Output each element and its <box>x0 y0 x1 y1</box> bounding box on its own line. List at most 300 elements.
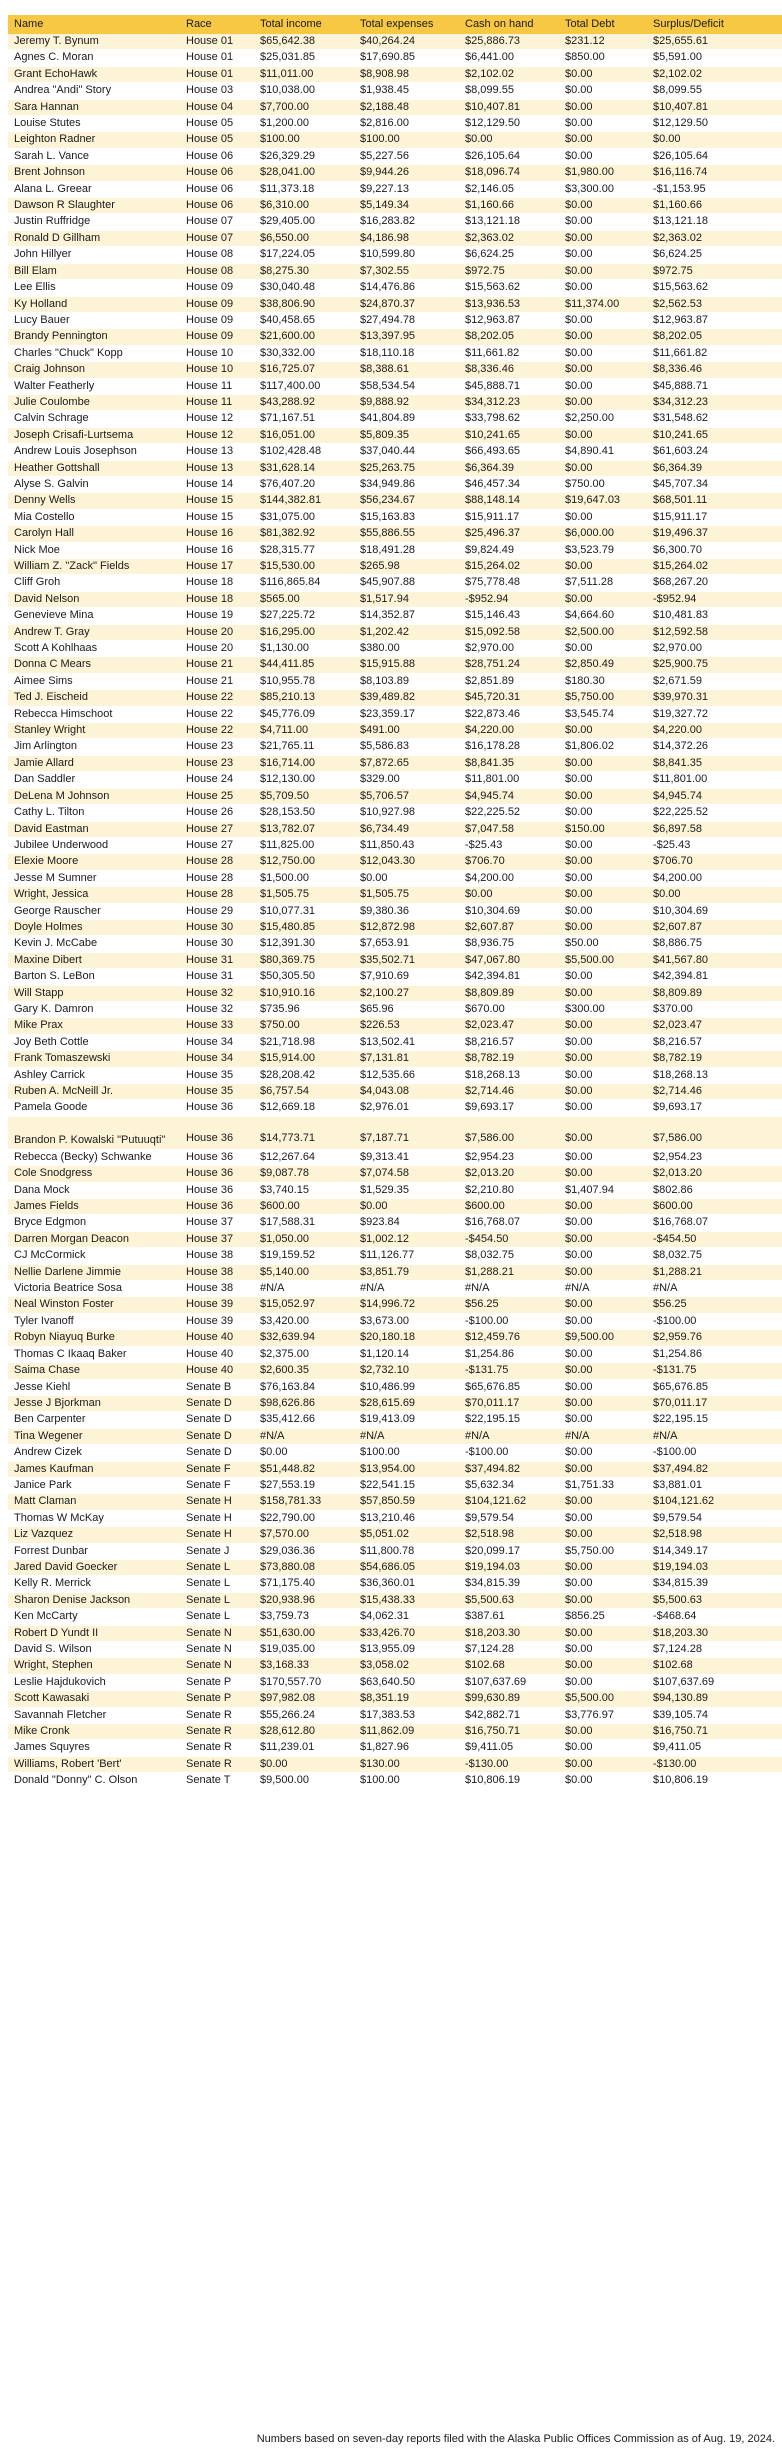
cell-total-income: $1,130.00 <box>254 641 354 657</box>
cell-race: Senate D <box>180 1395 254 1411</box>
cell-total-debt: $180.30 <box>559 673 647 689</box>
cell-total-expenses: $55,886.55 <box>354 526 459 542</box>
cell-cash-on-hand: $22,873.46 <box>459 706 559 722</box>
cell-total-income: $19,159.52 <box>254 1248 354 1264</box>
cell-name: Forrest Dunbar <box>8 1543 180 1559</box>
table-row <box>8 165 782 181</box>
cell-cash-on-hand: $2,013.20 <box>459 1166 559 1182</box>
cell-cash-on-hand: $47,067.80 <box>459 952 559 968</box>
cell-name: Robyn Niayuq Burke <box>8 1330 180 1346</box>
cell-total-debt: $2,500.00 <box>559 624 647 640</box>
cell-total-expenses: $380.00 <box>354 641 459 657</box>
cell-race: House 25 <box>180 788 254 804</box>
cell-cash-on-hand: $2,970.00 <box>459 641 559 657</box>
cell-cash-on-hand: $10,407.81 <box>459 99 559 115</box>
cell-total-income: $16,295.00 <box>254 624 354 640</box>
cell-race: Senate D <box>180 1445 254 1461</box>
table-row <box>8 247 782 263</box>
cell-cash-on-hand: $2,102.02 <box>459 66 559 82</box>
cell-surplus-deficit: $1,288.21 <box>647 1264 782 1280</box>
cell-total-debt: $2,850.49 <box>559 657 647 673</box>
cell-race: House 15 <box>180 509 254 525</box>
cell-cash-on-hand: $34,815.39 <box>459 1576 559 1592</box>
cell-cash-on-hand: $8,099.55 <box>459 83 559 99</box>
table-row <box>8 1691 782 1707</box>
cell-total-expenses: $3,673.00 <box>354 1313 459 1329</box>
cell-total-income: $20,938.96 <box>254 1592 354 1608</box>
cell-total-expenses: $1,938.45 <box>354 83 459 99</box>
cell-total-income: $28,208.42 <box>254 1067 354 1083</box>
cell-total-debt: $0.00 <box>559 755 647 771</box>
cell-race: Senate N <box>180 1642 254 1658</box>
cell-race: House 39 <box>180 1297 254 1313</box>
cell-total-expenses: $15,915.88 <box>354 657 459 673</box>
cell-total-income: $1,500.00 <box>254 870 354 886</box>
cell-name: Jamie Allard <box>8 755 180 771</box>
table-row <box>8 542 782 558</box>
cell-total-income: $12,130.00 <box>254 772 354 788</box>
cell-total-debt: $0.00 <box>559 148 647 164</box>
table-row <box>8 657 782 673</box>
cell-cash-on-hand: $9,824.49 <box>459 542 559 558</box>
table-row <box>8 181 782 197</box>
cell-name: Ted J. Eischeid <box>8 690 180 706</box>
table-row <box>8 1773 782 1789</box>
cell-total-expenses: $2,188.48 <box>354 99 459 115</box>
cell-total-debt: $0.00 <box>559 1346 647 1362</box>
cell-race: House 01 <box>180 34 254 50</box>
cell-cash-on-hand: $7,586.00 <box>459 1116 559 1149</box>
cell-total-expenses: $7,872.65 <box>354 755 459 771</box>
cell-total-debt: $0.00 <box>559 1100 647 1116</box>
cell-name: Genevieve Mina <box>8 608 180 624</box>
cell-total-debt: $0.00 <box>559 870 647 886</box>
table-row <box>8 1034 782 1050</box>
cell-total-debt: $0.00 <box>559 854 647 870</box>
cell-total-expenses: $18,110.18 <box>354 345 459 361</box>
cell-total-debt: $5,750.00 <box>559 1543 647 1559</box>
cell-total-expenses: $15,438.33 <box>354 1592 459 1608</box>
cell-cash-on-hand: $972.75 <box>459 263 559 279</box>
cell-total-expenses: $329.00 <box>354 772 459 788</box>
cell-race: Senate P <box>180 1674 254 1690</box>
cell-cash-on-hand: $18,268.13 <box>459 1067 559 1083</box>
cell-surplus-deficit: $8,202.05 <box>647 329 782 345</box>
cell-name: Cole Snodgress <box>8 1166 180 1182</box>
cell-name: Pamela Goode <box>8 1100 180 1116</box>
cell-name: Ronald D Gillham <box>8 230 180 246</box>
table-row <box>8 936 782 952</box>
cell-cash-on-hand: $28,751.24 <box>459 657 559 673</box>
cell-surplus-deficit: #N/A <box>647 1428 782 1444</box>
cell-total-expenses: $1,529.35 <box>354 1182 459 1198</box>
cell-total-expenses: $13,954.00 <box>354 1461 459 1477</box>
cell-total-debt: $0.00 <box>559 99 647 115</box>
cell-surplus-deficit: $18,203.30 <box>647 1625 782 1641</box>
cell-cash-on-hand: $25,496.37 <box>459 526 559 542</box>
cell-race: House 09 <box>180 312 254 328</box>
cell-surplus-deficit: $18,268.13 <box>647 1067 782 1083</box>
cell-total-debt: $0.00 <box>559 1199 647 1215</box>
cell-race: Senate L <box>180 1609 254 1625</box>
cell-total-expenses: $25,263.75 <box>354 460 459 476</box>
cell-name: Alana L. Greear <box>8 181 180 197</box>
table-row <box>8 1166 782 1182</box>
cell-name: Kelly R. Merrick <box>8 1576 180 1592</box>
cell-total-income: $15,530.00 <box>254 559 354 575</box>
cell-name: Will Stapp <box>8 985 180 1001</box>
cell-total-income: $10,910.16 <box>254 985 354 1001</box>
table-row <box>8 1084 782 1100</box>
cell-total-income: $0.00 <box>254 1445 354 1461</box>
cell-surplus-deficit: $15,264.02 <box>647 559 782 575</box>
cell-cash-on-hand: $46,457.34 <box>459 476 559 492</box>
cell-name: Robert D Yundt II <box>8 1625 180 1641</box>
cell-race: House 03 <box>180 83 254 99</box>
cell-name: Elexie Moore <box>8 854 180 870</box>
table-row <box>8 312 782 328</box>
cell-race: House 30 <box>180 919 254 935</box>
table-row <box>8 969 782 985</box>
cell-surplus-deficit: $56.25 <box>647 1297 782 1313</box>
cell-total-expenses: $4,186.98 <box>354 230 459 246</box>
cell-cash-on-hand: $42,394.81 <box>459 969 559 985</box>
cell-cash-on-hand: $1,160.66 <box>459 198 559 214</box>
cell-total-debt: $0.00 <box>559 1494 647 1510</box>
cell-total-debt: $0.00 <box>559 1724 647 1740</box>
table-row <box>8 1281 782 1297</box>
cell-name: Jared David Goecker <box>8 1559 180 1575</box>
cell-total-income: $6,757.54 <box>254 1084 354 1100</box>
cell-race: Senate H <box>180 1494 254 1510</box>
cell-total-debt: $0.00 <box>559 903 647 919</box>
cell-race: House 38 <box>180 1281 254 1297</box>
cell-surplus-deficit: -$100.00 <box>647 1445 782 1461</box>
cell-race: House 36 <box>180 1149 254 1165</box>
cell-cash-on-hand: $66,493.65 <box>459 444 559 460</box>
cell-name: Bryce Edgmon <box>8 1215 180 1231</box>
cell-race: Senate B <box>180 1379 254 1395</box>
cell-name: Brandy Pennington <box>8 329 180 345</box>
cell-surplus-deficit: $15,911.17 <box>647 509 782 525</box>
cell-surplus-deficit: $65,676.85 <box>647 1379 782 1395</box>
cell-total-expenses: $12,043.30 <box>354 854 459 870</box>
cell-surplus-deficit: $15,563.62 <box>647 280 782 296</box>
cell-name: Tyler Ivanoff <box>8 1313 180 1329</box>
cell-name: Brent Johnson <box>8 165 180 181</box>
cell-total-debt: $11,374.00 <box>559 296 647 312</box>
cell-total-debt: $0.00 <box>559 329 647 345</box>
cell-total-debt: $0.00 <box>559 509 647 525</box>
cell-name: Brandon P. Kowalski "Putuuqti" <box>8 1116 180 1149</box>
cell-surplus-deficit: $16,116.74 <box>647 165 782 181</box>
cell-name: Janice Park <box>8 1477 180 1493</box>
table-row <box>8 1724 782 1740</box>
cell-name: Wright, Stephen <box>8 1658 180 1674</box>
cell-cash-on-hand: $6,441.00 <box>459 50 559 66</box>
cell-surplus-deficit: $19,496.37 <box>647 526 782 542</box>
cell-cash-on-hand: $8,032.75 <box>459 1248 559 1264</box>
cell-total-income: $0.00 <box>254 1756 354 1772</box>
cell-total-expenses: $10,927.98 <box>354 805 459 821</box>
cell-cash-on-hand: $15,563.62 <box>459 280 559 296</box>
table-row <box>8 805 782 821</box>
table-header <box>8 15 782 34</box>
cell-total-expenses: $41,804.89 <box>354 411 459 427</box>
column-header-cash-on-hand: Cash on hand <box>459 15 559 34</box>
cell-total-expenses: $45,907.88 <box>354 575 459 591</box>
cell-cash-on-hand: $12,129.50 <box>459 116 559 132</box>
cell-total-income: $14,773.71 <box>254 1116 354 1149</box>
cell-name: Donna C Mears <box>8 657 180 673</box>
cell-total-income: $10,077.31 <box>254 903 354 919</box>
cell-name: Lucy Bauer <box>8 312 180 328</box>
cell-cash-on-hand: $9,411.05 <box>459 1740 559 1756</box>
table-row <box>8 1379 782 1395</box>
cell-race: House 18 <box>180 575 254 591</box>
cell-total-income: $28,315.77 <box>254 542 354 558</box>
cell-race: House 36 <box>180 1100 254 1116</box>
cell-total-debt: $0.00 <box>559 1756 647 1772</box>
cell-name: Lee Ellis <box>8 280 180 296</box>
cell-race: House 36 <box>180 1182 254 1198</box>
cell-total-expenses: $13,397.95 <box>354 329 459 345</box>
cell-surplus-deficit: $2,607.87 <box>647 919 782 935</box>
cell-surplus-deficit: $45,707.34 <box>647 476 782 492</box>
cell-total-income: $170,557.70 <box>254 1674 354 1690</box>
cell-race: House 22 <box>180 706 254 722</box>
cell-surplus-deficit: $14,349.17 <box>647 1543 782 1559</box>
cell-total-income: $51,448.82 <box>254 1461 354 1477</box>
table-row <box>8 1707 782 1723</box>
cell-total-income: $12,669.18 <box>254 1100 354 1116</box>
cell-race: House 09 <box>180 280 254 296</box>
cell-total-debt: $856.25 <box>559 1609 647 1625</box>
cell-surplus-deficit: $104,121.62 <box>647 1494 782 1510</box>
cell-race: House 09 <box>180 329 254 345</box>
cell-total-income: $1,505.75 <box>254 887 354 903</box>
cell-total-debt: $50.00 <box>559 936 647 952</box>
cell-cash-on-hand: $7,124.28 <box>459 1642 559 1658</box>
cell-surplus-deficit: $102.68 <box>647 1658 782 1674</box>
cell-total-expenses: $58,534.54 <box>354 378 459 394</box>
table-row <box>8 148 782 164</box>
cell-name: Dawson R Slaughter <box>8 198 180 214</box>
cell-cash-on-hand: $20,099.17 <box>459 1543 559 1559</box>
cell-surplus-deficit: $10,806.19 <box>647 1773 782 1789</box>
cell-race: House 20 <box>180 624 254 640</box>
cell-total-expenses: $7,131.81 <box>354 1051 459 1067</box>
table-row <box>8 1199 782 1215</box>
table-row <box>8 280 782 296</box>
table-row <box>8 608 782 624</box>
cell-surplus-deficit: $45,888.71 <box>647 378 782 394</box>
cell-total-debt: $5,500.00 <box>559 952 647 968</box>
cell-total-income: $100.00 <box>254 132 354 148</box>
table-row <box>8 378 782 394</box>
cell-cash-on-hand: $10,304.69 <box>459 903 559 919</box>
cell-total-expenses: $10,599.80 <box>354 247 459 263</box>
cell-total-income: $11,011.00 <box>254 66 354 82</box>
cell-total-debt: $0.00 <box>559 985 647 1001</box>
cell-total-income: $5,709.50 <box>254 788 354 804</box>
cell-total-debt: $4,890.41 <box>559 444 647 460</box>
cell-cash-on-hand: $34,312.23 <box>459 394 559 410</box>
cell-surplus-deficit: $6,624.25 <box>647 247 782 263</box>
cell-total-income: $55,266.24 <box>254 1707 354 1723</box>
cell-total-income: $31,628.14 <box>254 460 354 476</box>
cell-total-income: $15,480.85 <box>254 919 354 935</box>
cell-total-income: $6,310.00 <box>254 198 354 214</box>
cell-total-income: $27,553.19 <box>254 1477 354 1493</box>
cell-total-expenses: $14,996.72 <box>354 1297 459 1313</box>
cell-surplus-deficit: $4,220.00 <box>647 723 782 739</box>
cell-name: Rebecca Himschoot <box>8 706 180 722</box>
cell-total-debt: $0.00 <box>559 66 647 82</box>
cell-total-income: $16,725.07 <box>254 362 354 378</box>
cell-race: House 06 <box>180 165 254 181</box>
cell-total-expenses: $22,541.15 <box>354 1477 459 1493</box>
cell-total-income: $158,781.33 <box>254 1494 354 1510</box>
cell-race: House 36 <box>180 1116 254 1149</box>
cell-cash-on-hand: -$131.75 <box>459 1363 559 1379</box>
cell-total-debt: $0.00 <box>559 1051 647 1067</box>
column-header-name: Name <box>8 15 180 34</box>
cell-total-debt: $0.00 <box>559 1461 647 1477</box>
cell-name: CJ McCormick <box>8 1248 180 1264</box>
cell-total-income: $22,790.00 <box>254 1510 354 1526</box>
cell-total-debt: $0.00 <box>559 394 647 410</box>
cell-total-debt: $0.00 <box>559 1264 647 1280</box>
cell-total-debt: $3,776.97 <box>559 1707 647 1723</box>
cell-name: Charles "Chuck" Kopp <box>8 345 180 361</box>
cell-total-debt: $0.00 <box>559 1166 647 1182</box>
cell-name: Walter Featherly <box>8 378 180 394</box>
cell-race: House 01 <box>180 66 254 82</box>
cell-surplus-deficit: $11,801.00 <box>647 772 782 788</box>
cell-total-income: $11,239.01 <box>254 1740 354 1756</box>
cell-cash-on-hand: $2,518.98 <box>459 1527 559 1543</box>
cell-total-expenses: $9,313.41 <box>354 1149 459 1165</box>
cell-total-income: $2,600.35 <box>254 1363 354 1379</box>
cell-total-income: $73,880.08 <box>254 1559 354 1575</box>
cell-surplus-deficit: $1,254.86 <box>647 1346 782 1362</box>
cell-total-income: $15,914.00 <box>254 1051 354 1067</box>
cell-total-debt: $0.00 <box>559 591 647 607</box>
cell-total-income: $43,288.92 <box>254 394 354 410</box>
cell-total-expenses: #N/A <box>354 1428 459 1444</box>
cell-cash-on-hand: $600.00 <box>459 1199 559 1215</box>
cell-total-expenses: $39,489.82 <box>354 690 459 706</box>
cell-total-income: $25,031.85 <box>254 50 354 66</box>
cell-total-income: $21,718.98 <box>254 1034 354 1050</box>
cell-total-expenses: $9,888.92 <box>354 394 459 410</box>
cell-total-income: $6,550.00 <box>254 230 354 246</box>
cell-name: Ben Carpenter <box>8 1412 180 1428</box>
cell-surplus-deficit: $16,750.71 <box>647 1724 782 1740</box>
cell-surplus-deficit: $4,200.00 <box>647 870 782 886</box>
cell-cash-on-hand: -$130.00 <box>459 1756 559 1772</box>
cell-surplus-deficit: $31,548.62 <box>647 411 782 427</box>
cell-surplus-deficit: $706.70 <box>647 854 782 870</box>
table-row <box>8 854 782 870</box>
cell-total-expenses: $13,210.46 <box>354 1510 459 1526</box>
cell-total-expenses: $56,234.67 <box>354 493 459 509</box>
cell-cash-on-hand: $387.61 <box>459 1609 559 1625</box>
cell-surplus-deficit: $39,105.74 <box>647 1707 782 1723</box>
cell-race: House 01 <box>180 50 254 66</box>
cell-total-expenses: $7,187.71 <box>354 1116 459 1149</box>
cell-total-income: $44,411.85 <box>254 657 354 673</box>
cell-total-income: $11,825.00 <box>254 837 354 853</box>
cell-race: Senate F <box>180 1461 254 1477</box>
cell-cash-on-hand: -$454.50 <box>459 1231 559 1247</box>
cell-total-income: $10,955.78 <box>254 673 354 689</box>
cell-surplus-deficit: $972.75 <box>647 263 782 279</box>
campaign-finance-table <box>8 15 782 1790</box>
cell-cash-on-hand: $2,146.05 <box>459 181 559 197</box>
cell-total-income: $11,373.18 <box>254 181 354 197</box>
cell-cash-on-hand: $13,121.18 <box>459 214 559 230</box>
cell-total-expenses: $3,058.02 <box>354 1658 459 1674</box>
cell-total-expenses: $54,686.05 <box>354 1559 459 1575</box>
cell-total-expenses: $5,706.57 <box>354 788 459 804</box>
cell-surplus-deficit: -$952.94 <box>647 591 782 607</box>
cell-total-expenses: $17,383.53 <box>354 1707 459 1723</box>
cell-name: John Hillyer <box>8 247 180 263</box>
cell-surplus-deficit: $8,216.57 <box>647 1034 782 1050</box>
cell-name: Mia Costello <box>8 509 180 525</box>
cell-race: House 36 <box>180 1166 254 1182</box>
cell-race: House 30 <box>180 936 254 952</box>
cell-surplus-deficit: $600.00 <box>647 1199 782 1215</box>
cell-surplus-deficit: $8,886.75 <box>647 936 782 952</box>
cell-name: Jesse Kiehl <box>8 1379 180 1395</box>
cell-total-debt: $0.00 <box>559 788 647 804</box>
cell-name: Wright, Jessica <box>8 887 180 903</box>
cell-surplus-deficit: $8,782.19 <box>647 1051 782 1067</box>
cell-total-expenses: $27,494.78 <box>354 312 459 328</box>
cell-cash-on-hand: $706.70 <box>459 854 559 870</box>
cell-name: David Nelson <box>8 591 180 607</box>
cell-race: House 06 <box>180 148 254 164</box>
cell-surplus-deficit: $2,023.47 <box>647 1018 782 1034</box>
cell-surplus-deficit: $25,655.61 <box>647 34 782 50</box>
cell-cash-on-hand: $9,693.17 <box>459 1100 559 1116</box>
cell-cash-on-hand: $0.00 <box>459 132 559 148</box>
cell-total-debt: $0.00 <box>559 1034 647 1050</box>
cell-race: House 37 <box>180 1231 254 1247</box>
cell-name: Donald "Donny" C. Olson <box>8 1773 180 1789</box>
cell-name: George Rauscher <box>8 903 180 919</box>
cell-surplus-deficit: $8,336.46 <box>647 362 782 378</box>
cell-total-income: $12,750.00 <box>254 854 354 870</box>
cell-total-expenses: $28,615.69 <box>354 1395 459 1411</box>
cell-name: Dan Saddler <box>8 772 180 788</box>
cell-name: Sharon Denise Jackson <box>8 1592 180 1608</box>
cell-surplus-deficit: $8,841.35 <box>647 755 782 771</box>
table-row <box>8 263 782 279</box>
cell-race: House 38 <box>180 1264 254 1280</box>
cell-total-debt: $0.00 <box>559 83 647 99</box>
cell-total-income: $8,275.30 <box>254 263 354 279</box>
cell-surplus-deficit: $26,105.64 <box>647 148 782 164</box>
table-row <box>8 198 782 214</box>
cell-total-income: $26,329.29 <box>254 148 354 164</box>
cell-total-debt: $0.00 <box>559 1445 647 1461</box>
column-header-total-debt: Total Debt <box>559 15 647 34</box>
cell-total-expenses: $17,690.85 <box>354 50 459 66</box>
